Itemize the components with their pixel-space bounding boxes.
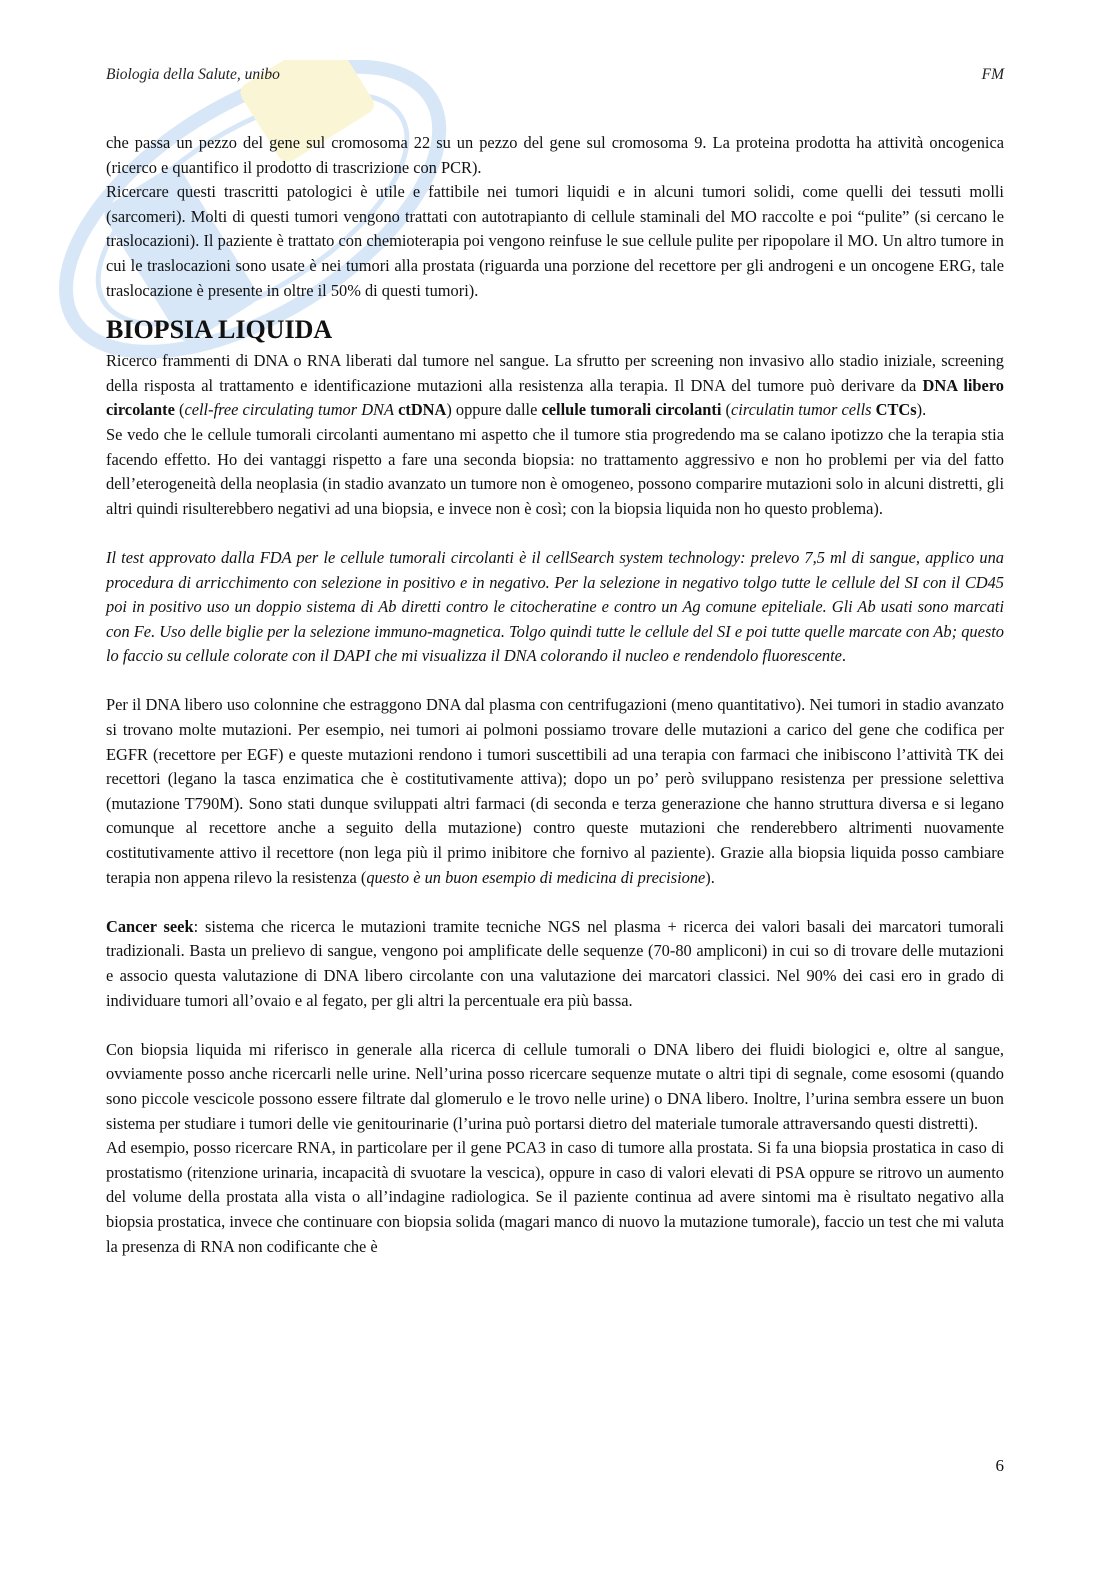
- header-title: Biologia della Salute, unibo: [106, 66, 280, 83]
- paragraph-intro-1: che passa un pezzo del gene sul cromosoma 22 su un pezzo del gene sul cromosoma 9. La proteina prodotta ha attività oncogenica (ricerco e quantifico il prodotto di trascrizione con PCR).: [106, 133, 1004, 177]
- paragraph-biopsy-intro: Ricerco frammenti di DNA o RNA liberati dal tumore nel sangue. La sfrutto per screening non invasivo allo stadio iniziale, screening della risposta al trattamento e identificazione mutazioni alla resistenza alla terapia. Il DNA del tumore può derivare da DNA libero circolante (cell-free circulating tumor DNA ctDNA) oppure dalle cellule tumorali circolanti (circulatin tumor cells CTCs).: [106, 351, 1004, 420]
- paragraph-cancer-seek: Cancer seek: sistema che ricerca le mutazioni tramite tecniche NGS nel plasma + ricerca dei valori basali dei marcatori tumorali tradizionali. Basta un prelievo di sangue, vengono poi amplificate delle sequenze (70-80 ampliconi) in cui so di trovare delle mutazioni e associo questa valutazione di DNA libero circolante con una valutazione dei marcatori classici. Nel 90% dei casi ero in grado di individuare tumori all’ovaio e al fegato, per gli altri la percentuale era più bassa.: [106, 916, 1004, 1010]
- paragraph-urine: Con biopsia liquida mi riferisco in generale alla ricerca di cellule tumorali o DNA libero dei fluidi biologici e, oltre al sangue, ovviamente posso anche ricercarli nelle urine. Nell’urina posso ricercare sequenze mutate o altri tipi di segnale, come esosomi (quando sono piccole vescicole possono essere filtrate dal glomerulo e le trovo nelle urine) o DNA libero. Inoltre, l’urina sembra essere un buon sistema per studiare i tumori delle vie genitourinarie (l’urina può portarsi dietro del materiale tumorale attraversando questi distretti).: [106, 1039, 1004, 1133]
- paragraph-intro-2: Ricercare questi trascritti patologici è utile e fattibile nei tumori liquidi e in alcuni tumori solidi, come quelli dei tessuti molli (sarcomeri). Molti di questi tumori vengono trattati con autotrapianto di cellule staminali del MO raccolte e poi “pulite” (si cercano le traslocazioni). Il paziente è trattato con chemioterapia poi vengono reinfuse le sue cellule pulite per ripopolare il MO. Un altro tumore in cui le traslocazioni sono usate è nei tumori alla prostata (riguarda una porzione del recettore per gli androgeni e un oncogene ERG, tale traslocazione è presente in oltre il 50% di questi tumori).: [106, 182, 1004, 300]
- paragraph-pca3: Ad esempio, posso ricercare RNA, in particolare per il gene PCA3 in caso di tumore alla prostata. Si fa una biopsia prostatica in caso di prostatismo (ritenzione urinaria, incapacità di svuotare la vescica), oppure in caso di valori elevati di PSA oppure se ritrovo un aumento del volume della prostata alla vista o all’indagine radiologica. Se il paziente continua ad avere sintomi ma è risultato negativo alla biopsia prostatica, invece che continuare con biopsia solida (magari manco di nuovo la mutazione tumorale), faccio un test che mi valuta la presenza di RNA non codificante che è: [106, 1138, 1004, 1256]
- page-content: [106, 131, 1004, 1259]
- header-initials: FM: [981, 66, 1004, 83]
- page-number: 6: [995, 1456, 1004, 1475]
- paragraph-free-dna: Per il DNA libero uso colonnine che estraggono DNA dal plasma con centrifugazioni (meno quantitativo). Nei tumori in stadio avanzato si trovano molte mutazioni. Per esempio, nei tumori ai polmoni possiamo trovare delle mutazioni a carico del gene che codifica per EGFR (recettore per EGF) e queste mutazioni rendono i tumori suscettibili ad una terapia con farmaci che inibiscono l’attività TK dei recettori (legano la tasca enzimatica che è costitutivamente attiva); dopo un po’ però sviluppano resistenza per pressione selettiva (mutazione T790M). Sono stati dunque sviluppati altri farmaci (di seconda e terza generazione che hanno struttura diversa e si legano comunque al recettore anche a seguito della mutazione) contro queste mutazioni che renderebbero altrimenti nuovamente costitutivamente attivo il recettore (non lega più il primo inibitore che fornivo al paziente). Grazie alla biopsia liquida posso cambiare terapia non appena rilevo la resistenza (questo è un buon esempio di medicina di precisione).: [106, 695, 1004, 887]
- page-header: [106, 66, 1004, 88]
- section-heading: BIOPSIA LIQUIDA: [106, 315, 333, 345]
- paragraph-cellsearch: Il test approvato dalla FDA per le cellule tumorali circolanti è il cellSearch system technology: prelevo 7,5 ml di sangue, applico una procedura di arricchimento con selezione in positivo e in negativo. Per la selezione in negativo tolgo tutte le cellule del SI con il CD45 poi in positivo uso un doppio sistema di Ab diretti contro le citocheratine e contro un Ag comune epiteliale. Gli Ab usati sono marcati con Fe. Uso delle biglie per la selezione immuno-magnetica. Tolgo quindi tutte le cellule del SI e poi tutte quelle marcate con Ab; questo lo faccio su cellule colorate con il DAPI che mi visualizza il DNA colorando il nucleo e rendendolo fluorescente.: [106, 547, 1004, 666]
- paragraph-ctc-advantages: Se vedo che le cellule tumorali circolanti aumentano mi aspetto che il tumore stia progredendo ma se calano ipotizzo che la terapia stia facendo effetto. Ho dei vantaggi rispetto a fare una seconda biopsia: no trattamento aggressivo e non ho problemi per via del fatto dell’eterogeneità della neoplasia (in stadio avanzato un tumore non è omogeneo, possono comparire mutazioni solo in alcuni distretti, gli altri quindi risulterebbero negativi ad una biopsia, e invece non è così; con la biopsia liquida non ho questo problema).: [106, 424, 1004, 518]
